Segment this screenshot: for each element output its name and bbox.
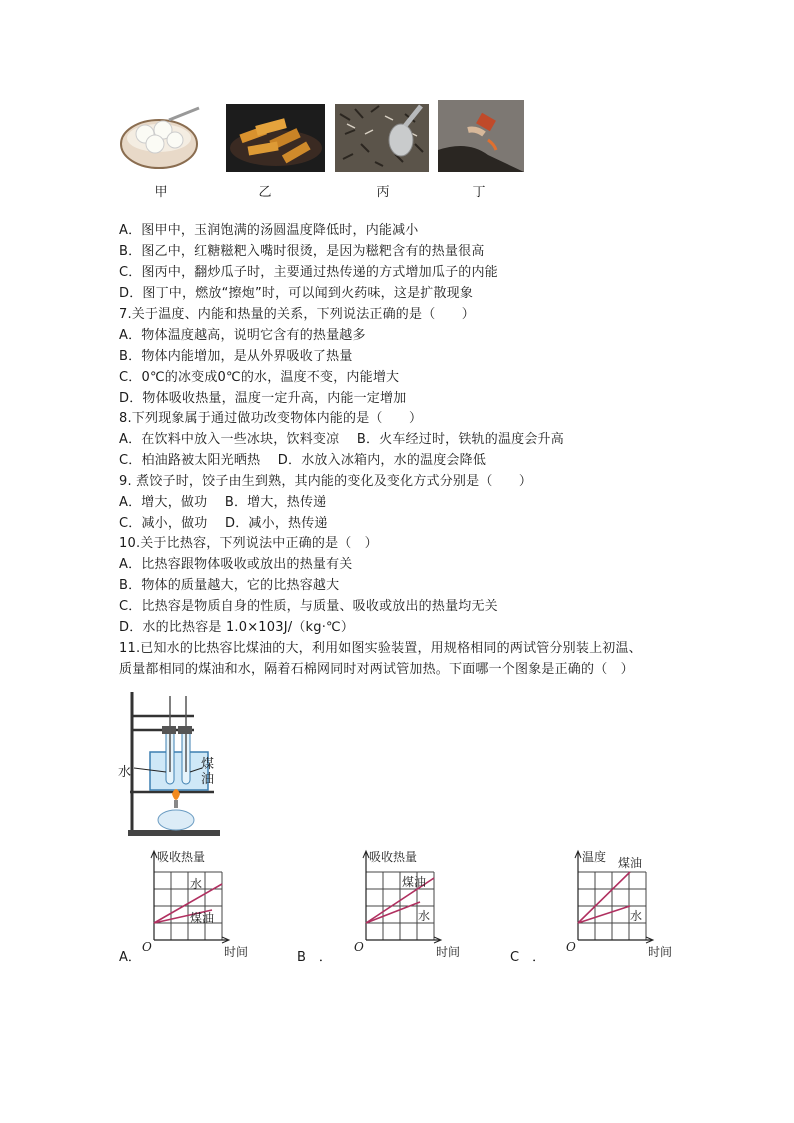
graph-a-ylabel: 吸收热量 — [157, 850, 206, 864]
q10-stem: 10.关于比热容，下列说法中正确的是（ ） — [119, 536, 378, 551]
graph-c-lower-label: 水 — [630, 909, 643, 923]
caption-jia: 甲 — [154, 185, 168, 200]
q10-option-c: C．比热容是物质自身的性质，与质量、吸收或放出的热量均无关 — [119, 599, 498, 614]
q9-options-cd: C．减小，做功 D．减小，热传递 — [119, 516, 328, 531]
graph-a-upper-label: 水 — [190, 877, 203, 891]
q6-option-b: B．图乙中，红糖糍粑入嘴时很烫，是因为糍粑含有的热量很高 — [119, 244, 485, 259]
q10-option-d: D．水的比热容是 1.0×103J/（kg·℃） — [119, 620, 355, 635]
graph-b-upper-label: 煤油 — [402, 875, 427, 889]
graph-c-option: C ． — [510, 950, 546, 965]
caption-bing: 丙 — [376, 185, 390, 200]
graph-b — [352, 848, 472, 962]
q7-option-b: B．物体内能增加，是从外界吸收了热量 — [119, 349, 353, 364]
q6-option-a: A．图甲中，玉润饱满的汤圆温度降低时，内能减小 — [119, 223, 419, 238]
q10-option-a: A．比热容跟物体吸收或放出的热量有关 — [119, 557, 353, 572]
graph-a-grid — [154, 872, 222, 940]
graph-c — [564, 848, 684, 962]
graph-a-lower-label: 煤油 — [190, 911, 215, 925]
q8-options-ab: A．在饮料中放入一些冰块，饮料变凉 B．火车经过时，铁轨的温度会升高 — [119, 432, 564, 447]
q11-stem-line1: 11.已知水的比热容比煤油的大，利用如图实验装置，用规格相同的两试管分别装上初温、 — [119, 641, 642, 656]
graph-a — [140, 848, 260, 962]
photo-tangyuan — [119, 100, 203, 172]
photo-ciba — [226, 104, 325, 172]
photo-cabao — [438, 100, 524, 172]
graph-a-option: A． — [119, 950, 141, 965]
q10-option-b: B．物体的质量越大，它的比热容越大 — [119, 578, 340, 593]
caption-ding: 丁 — [472, 185, 486, 200]
caption-yi: 乙 — [258, 185, 272, 200]
graph-b-origin: O — [354, 940, 364, 954]
q8-options-cd: C．柏油路被太阳光晒热 D．水放入冰箱内，水的温度会降低 — [119, 453, 487, 468]
q7-stem: 7.关于温度、内能和热量的关系，下列说法正确的是（ ） — [119, 307, 476, 322]
graph-c-upper-line — [578, 872, 630, 923]
graph-a-xlabel: 时间 — [224, 945, 249, 959]
q7-option-d: D．物体吸收热量，温度一定升高，内能一定增加 — [119, 391, 407, 406]
q7-option-a: A．物体温度越高，说明它含有的热量越多 — [119, 328, 366, 343]
graph-c-origin: O — [566, 940, 576, 954]
q11-stem-line2: 质量都相同的煤油和水，隔着石棉网同时对两试管加热。下面哪一个图象是正确的（ ） — [119, 662, 634, 677]
q7-option-c: C．0℃的冰变成0℃的水，温度不变，内能增大 — [119, 370, 400, 385]
graph-b-lower-label: 水 — [418, 909, 431, 923]
graph-c-grid — [578, 872, 646, 940]
graph-b-ylabel: 吸收热量 — [369, 850, 418, 864]
q6-option-c: C．图丙中，翻炒瓜子时，主要通过热传递的方式增加瓜子的内能 — [119, 265, 498, 280]
apparatus-label-water: 水 — [118, 765, 132, 780]
graph-b-xlabel: 时间 — [436, 945, 461, 959]
apparatus-label-kerosene: 煤油 — [201, 757, 215, 787]
q8-stem: 8.下列现象属于通过做功改变物体内能的是（ ） — [119, 411, 423, 426]
graph-b-option: B ． — [297, 950, 332, 965]
photo-guazi — [335, 104, 429, 172]
graph-c-xlabel: 时间 — [648, 945, 673, 959]
q9-options-ab: A．增大，做功 B．增大，热传递 — [119, 495, 327, 510]
graph-c-upper-label: 煤油 — [618, 856, 643, 870]
q6-option-d: D．图丁中，燃放“擦炮”时，可以闻到火药味，这是扩散现象 — [119, 286, 474, 301]
q9-stem: 9. 煮饺子时，饺子由生到熟，其内能的变化及变化方式分别是（ ） — [119, 474, 533, 489]
graph-a-origin: O — [142, 940, 152, 954]
graph-c-ylabel: 温度 — [582, 850, 607, 864]
